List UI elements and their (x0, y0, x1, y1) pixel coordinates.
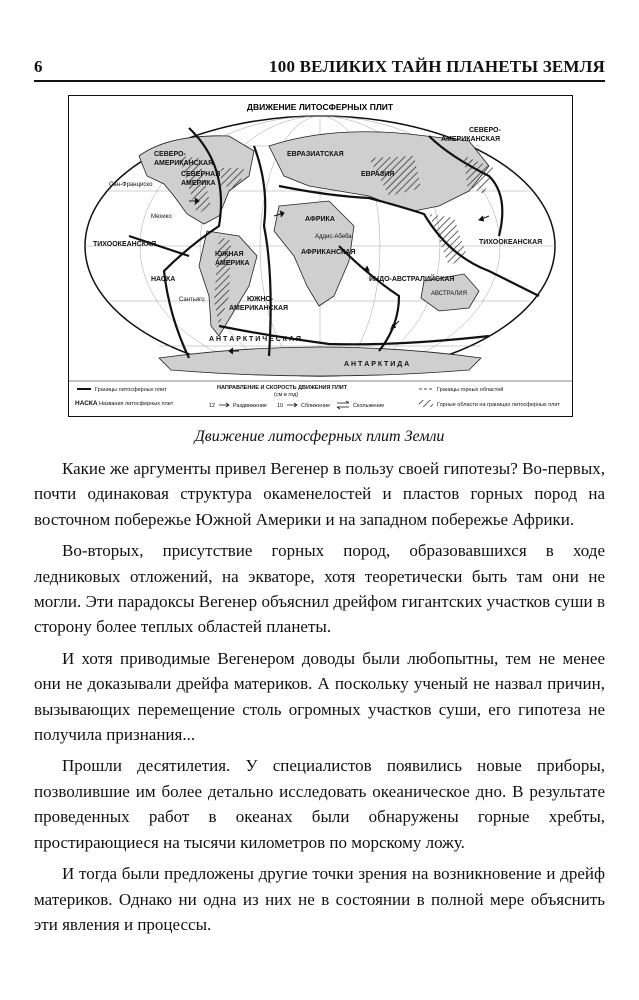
label-nazca: НАСКА (151, 276, 176, 283)
legend-spreading-label: Раздвижение (233, 403, 267, 409)
legend-spreading-value: 12 (209, 403, 216, 409)
legend-convergence-label: Сближение (301, 403, 331, 409)
label-north-america-top: СЕВЕРНАЯ (181, 171, 221, 178)
legend-convergence-arrow (287, 403, 297, 407)
label-eurasian-plate: ЕВРАЗИАТСКАЯ (287, 151, 344, 158)
label-south-american-plate-bottom: АМЕРИКАНСКАЯ (229, 305, 289, 312)
label-south-american-plate-top: ЮЖНО- (247, 296, 274, 303)
label-north-american-plate-top: СЕВЕРО- (154, 151, 186, 158)
label-indo-australian: ИНДО-АВСТРАЛИЙСКАЯ (369, 276, 455, 283)
header-rule (34, 80, 605, 82)
page-number: 6 (34, 57, 43, 76)
label-santiago: Сантьяго (179, 297, 205, 303)
label-african-plate: АФРИКАНСКАЯ (301, 249, 356, 256)
running-title: 100 ВЕЛИКИХ ТАЙН ПЛАНЕТЫ ЗЕМЛЯ (269, 57, 605, 76)
body-text (34, 456, 605, 943)
label-addis-ababa: Аддис-Абеба (315, 234, 352, 240)
paragraph: И тогда были предложены другие точки зрения на возникновение и дрейф материков. Однако ни одна из них не в состоянии в полной мере объяснить эти явления и процессы. (34, 864, 605, 934)
label-antarctica: А Н Т А Р К Т И Д А (344, 361, 410, 368)
label-mexico: Мехико (151, 214, 172, 220)
label-north-american-plate-bottom: АМЕРИКАНСКАЯ (154, 160, 214, 167)
legend-convergence-value: 10 (277, 403, 284, 409)
plate-map (69, 96, 572, 416)
legend-spreading-arrow (219, 403, 229, 407)
legend-direction-unit: (см в год) (274, 392, 299, 398)
legend-sliding-label: Скольжение (353, 403, 385, 409)
legend-name-label: Названия литосферных плит (99, 401, 174, 407)
label-ne-north-american-bottom: АМЕРИКАНСКАЯ (441, 136, 501, 143)
label-south-america-bottom: АМЕРИКА (215, 260, 250, 267)
label-eurasia: ЕВРАЗИЯ (361, 171, 395, 178)
label-africa: АФРИКА (305, 216, 335, 223)
map-title: ДВИЖЕНИЕ ЛИТОСФЕРНЫХ ПЛИТ (246, 102, 394, 112)
paragraph: Во-вторых, присутствие горных пород, образовавшихся в ходе ледниковых отложений, на экваторе, хотя теоретически быть там они не могли. Эти парадоксы Вегенер объяснил дрейфом гигантских участков суши в сторону более теплых областей планеты. (34, 541, 605, 637)
label-australia: АВСТРАЛИЯ (431, 291, 467, 297)
label-san-francisco: Сан-Франциско (109, 182, 153, 188)
paragraph: Прошли десятилетия. У специалистов появились новые приборы, позволившие им более детально исследовать океаническое дно. В результате проведенных работ в океанах были обнаружены горные хребты, простирающиеся на тысячи километров по морскому ложу. (34, 756, 605, 852)
legend-direction-title: НАПРАВЛЕНИЕ И СКОРОСТЬ ДВИЖЕНИЯ ПЛИТ (217, 385, 348, 391)
label-antarctic-plate: А Н Т А Р К Т И Ч Е С К А Я (209, 336, 301, 343)
legend-name-sample: НАСКА (75, 400, 98, 407)
label-pacific-west: ТИХООКЕАНСКАЯ (93, 241, 157, 248)
legend-sliding-arrow (337, 401, 349, 409)
page-header (34, 57, 605, 81)
legend-boundary-label: Границы литосферных плит (95, 387, 167, 393)
label-north-america-bottom: АМЕРИКА (181, 180, 216, 187)
label-south-america-top: ЮЖНАЯ (215, 251, 244, 258)
figure-caption: Движение литосферных плит Земли (194, 428, 445, 445)
plate-map-figure (68, 95, 573, 417)
paragraph: Какие же аргументы привел Вегенер в пользу своей гипотезы? Во-первых, почти одинаковая структура окаменелостей и пластов горных пород на восточном побережье Южной Америки и на западном побережье Африки. (34, 459, 605, 529)
label-ne-north-american-top: СЕВЕРО- (469, 127, 501, 134)
legend-mountain-hatch-label: Горные области на границах литосферных плит (437, 402, 560, 408)
legend-mountain-hatch-sample (419, 400, 433, 407)
label-pacific-east: ТИХООКЕАНСКАЯ (479, 239, 543, 246)
legend-mountain-boundary-label: Границы горных областей (437, 387, 504, 393)
paragraph: И хотя приводимые Вегенером доводы были любопытны, тем не менее они не доказывали дрейфа материков. А поскольку ученый не назвал причин, вызывающих перемещение столь огромных участков суши, его гипотеза не получила признания... (34, 648, 605, 745)
